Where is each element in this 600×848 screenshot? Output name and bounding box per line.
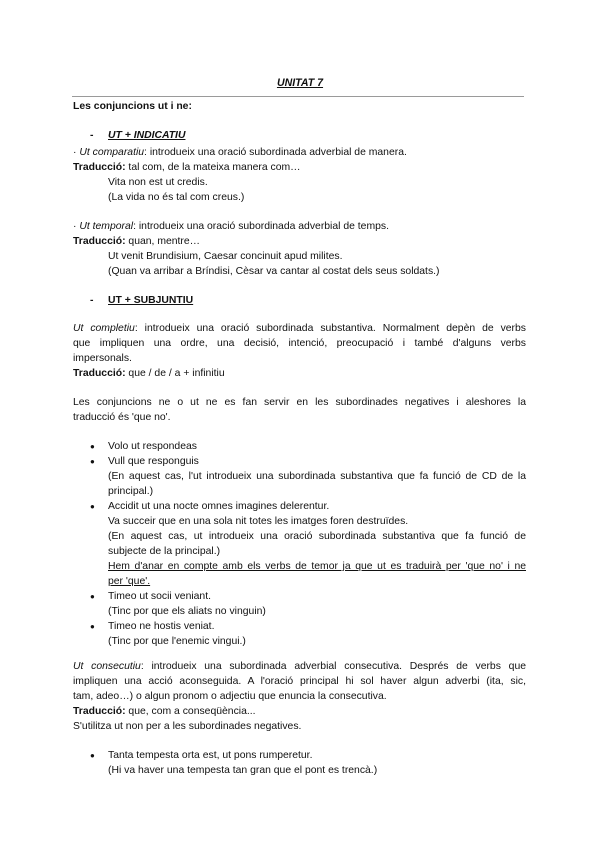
consecutiu-note: S'utilitza ut non per a les subordinades negatives. — [73, 721, 302, 732]
comparatiu-traduccio: Traducció: tal com, de la mateixa manera com… — [73, 162, 301, 173]
list-item-detail: Va succeir que en una sola nit totes les imatges foren destruïdes. — [108, 516, 409, 527]
list-item: Timeo ut socii veniant. — [108, 591, 211, 602]
bullet-icon: ● — [90, 751, 95, 760]
completiu-line-3: impersonals. — [73, 353, 132, 364]
completiu-line-2: que impliquen una ordre, una decisió, intenció, preocupació i també d'alguns verbs — [73, 338, 526, 349]
list-item: Accidit ut una nocte omnes imagines delerentur. — [108, 501, 330, 512]
list-item-detail: principal.) — [108, 486, 154, 497]
list-item: Vull que responguis — [108, 456, 199, 467]
ut-subjuntiu-heading: UT + SUBJUNTIU — [108, 295, 194, 306]
list-item: Volo ut respondeas — [108, 441, 197, 452]
bullet-icon: ● — [90, 622, 95, 631]
dash-icon: - — [90, 295, 94, 306]
list-item-detail: (En aquest cas, ut introdueix una oració subordinada substantiva que fa funció de — [108, 531, 526, 542]
list-item: Timeo ne hostis veniat. — [108, 621, 215, 632]
comparatiu-example-translation: (La vida no és tal com creus.) — [108, 192, 245, 203]
bullet-icon: ● — [90, 442, 95, 451]
temor-note: Hem d'anar en compte amb els verbs de temor ja que ut es traduirà per 'que no' i ne — [108, 561, 526, 572]
bullet-icon: ● — [90, 502, 95, 511]
comparatiu-example-latin: Vita non est ut credis. — [108, 177, 208, 188]
temporal-definition: · Ut temporal: introdueix una oració subordinada adverbial de temps. — [73, 221, 389, 232]
consecutiu-line-3: tam, adeo…) o algun pronom o adjectiu que enuncia la consecutiva. — [73, 691, 387, 702]
comparatiu-definition: · Ut comparatiu: introdueix una oració subordinada adverbial de manera. — [73, 147, 407, 158]
page-title: UNITAT 7 — [276, 77, 324, 89]
section-heading: Les conjuncions ut i ne: — [73, 101, 192, 112]
list-item-detail: (Hi va haver una tempesta tan gran que el pont es trencà.) — [108, 765, 378, 776]
ut-indicatiu-heading: UT + INDICATIU — [108, 130, 186, 141]
consecutiu-traduccio: Traducció: que, com a conseqüència... — [73, 706, 256, 717]
list-item-detail: (Tinc por que l'enemic vingui.) — [108, 636, 246, 647]
list-item-detail: (En aquest cas, l'ut introdueix una subordinada substantiva que fa funció de CD de la — [108, 471, 526, 482]
negatives-line-2: traducció és 'que no'. — [73, 412, 171, 423]
completiu-traduccio: Traducció: que / de / a + infinitiu — [73, 368, 225, 379]
consecutiu-line-2: impliquen una acció aconseguida. A l'oració principal hi sol haver algun adverbi (ita, sic, — [73, 676, 526, 687]
bullet-icon: ● — [90, 457, 95, 466]
list-item: Tanta tempesta orta est, ut pons rumperetur. — [108, 750, 313, 761]
temporal-example-latin: Ut venit Brundisium, Caesar concinuit apud milites. — [108, 251, 343, 262]
list-item-detail: (Tinc por que els aliats no vinguin) — [108, 606, 266, 617]
title-divider — [72, 96, 524, 97]
bullet-icon: ● — [90, 592, 95, 601]
temporal-traduccio: Traducció: quan, mentre… — [73, 236, 201, 247]
consecutiu-line-1: Ut consecutiu: introdueix una subordinada adverbial consecutiva. Després de verbs que — [73, 661, 527, 672]
list-item-detail: subjecte de la principal.) — [108, 546, 221, 557]
negatives-line-1: Les conjuncions ne o ut ne es fan servir en les subordinades negatives i aleshores la — [73, 397, 526, 408]
temporal-example-translation: (Quan va arribar a Bríndisi, Cèsar va cantar al costat dels seus soldats.) — [108, 266, 440, 277]
completiu-line-1: Ut completiu: introdueix una oració subordinada substantiva. Normalment depèn de verbs — [73, 323, 526, 334]
dash-icon: - — [90, 130, 94, 141]
temor-note: per 'que'. — [108, 576, 151, 587]
